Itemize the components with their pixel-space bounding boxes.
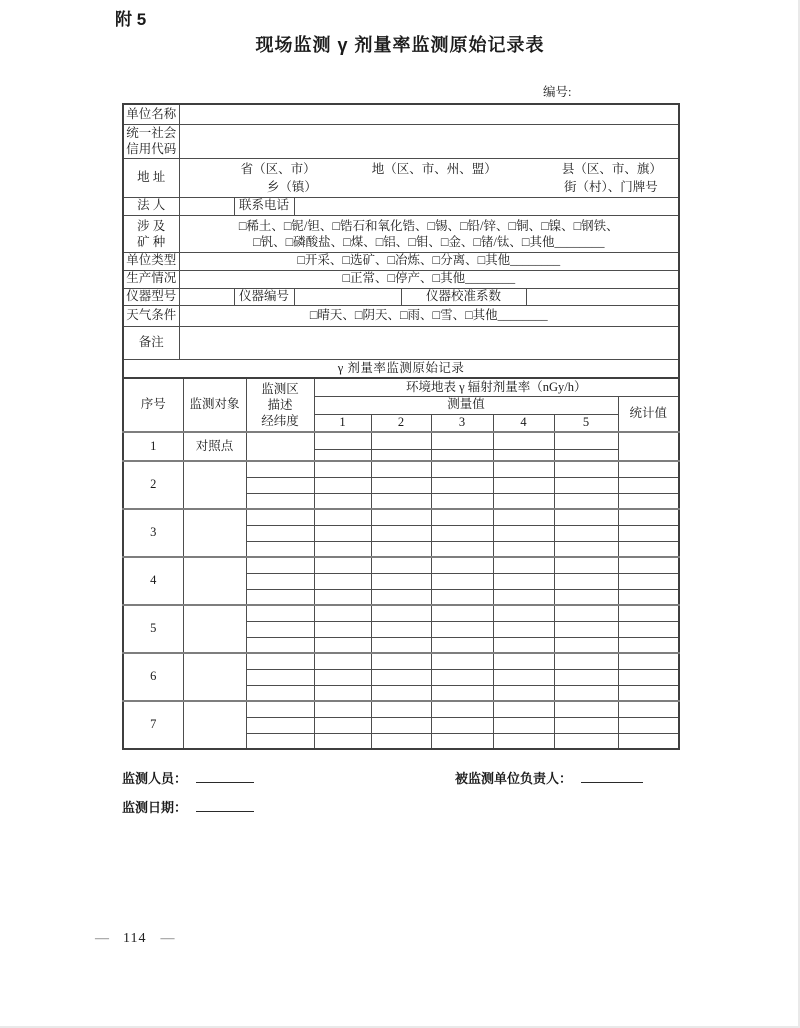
seq-cell: 4 [123,557,183,605]
minerals-options-line1: □稀土、□铌/钽、□锆石和氧化锆、□锡、□铅/锌、□铜、□镍、□钢铁、 [238,218,619,233]
measure-cell-5 [554,733,618,749]
measure-cell-2 [371,493,431,509]
area-header-line3: 经纬度 [261,414,299,428]
instrument-model-label: 仪器型号 [123,288,179,305]
minerals-label [123,215,179,252]
stat-cell [618,637,679,653]
area-header [246,378,314,432]
measure-cell-1 [314,493,371,509]
measure-cell-2 [371,605,431,621]
measure-cell-5 [554,653,618,669]
area-cell [246,509,314,525]
measure-cell-5 [554,589,618,605]
weather-options: □晴天、□阴天、□雨、□雪、□其他________ [179,305,679,326]
measure-header: 测量值 [314,396,618,414]
measure-cell-4 [493,701,554,717]
measure-cell-2 [371,509,431,525]
record-subrow [123,605,679,621]
object-cell: 对照点 [183,432,246,461]
measure-cell-5 [554,493,618,509]
measure-cell-5 [554,477,618,493]
info-table [122,103,680,379]
measure-cell-2 [371,701,431,717]
measure-cell-4 [493,685,554,701]
credit-code-label [123,124,179,158]
measure-cell-5 [554,557,618,573]
measure-cell-3 [431,493,493,509]
phone-value [294,197,679,215]
measure-cell-4 [493,573,554,589]
responsible-blank [581,768,643,783]
stat-cell [618,621,679,637]
stat-cell [618,589,679,605]
measure-cell-1 [314,525,371,541]
date-blank [196,797,254,812]
document-title: 现场监测 γ 剂量率监测原始记录表 [255,35,545,55]
measure-cell-3 [431,509,493,525]
area-cell [246,733,314,749]
measure-cell-4 [493,733,554,749]
area-cell [246,717,314,733]
measure-cell-3 [431,477,493,493]
measure-cell-2 [371,653,431,669]
measure-cell-3 [431,449,493,461]
address-value [179,158,679,197]
object-header: 监测对象 [183,378,246,432]
appendix-label: 附 5 [115,10,147,29]
stat-cell [618,669,679,685]
measure-cell-3 [431,733,493,749]
area-cell [246,605,314,621]
measure-cell-1 [314,653,371,669]
measure-cell-5 [554,669,618,685]
legal-person-label: 法 人 [123,197,179,215]
measure-cell-1 [314,701,371,717]
stat-cell [618,525,679,541]
measure-cell-4 [493,605,554,621]
measure-col-4: 4 [493,414,554,432]
measure-cell-1 [314,432,371,449]
address-province: 省（区、市） [240,161,316,176]
measure-cell-1 [314,573,371,589]
seq-cell: 6 [123,653,183,701]
measure-cell-1 [314,557,371,573]
measure-cell-2 [371,525,431,541]
measure-cell-4 [493,525,554,541]
record-subrow [123,653,679,669]
stat-cell [618,509,679,525]
measure-cell-2 [371,461,431,477]
measure-cell-4 [493,449,554,461]
measure-cell-5 [554,717,618,733]
stat-cell [618,685,679,701]
measure-cell-3 [431,605,493,621]
instrument-model-value [179,288,234,305]
measure-cell-4 [493,509,554,525]
area-cell [246,432,314,461]
measure-cell-2 [371,557,431,573]
stat-cell [618,733,679,749]
address-line2 [182,178,677,196]
record-subrow [123,509,679,525]
measure-cell-1 [314,449,371,461]
object-cell [183,653,246,701]
stat-cell [618,541,679,557]
instrument-number-value [294,288,401,305]
measure-cell-2 [371,685,431,701]
address-prefecture: 地（区、市、州、盟） [371,161,497,176]
measure-cell-3 [431,685,493,701]
unit-type-label: 单位类型 [123,252,179,270]
measure-cell-1 [314,685,371,701]
area-cell [246,573,314,589]
stat-cell [618,605,679,621]
measure-cell-4 [493,432,554,449]
credit-code-label-line2: 信用代码 [126,142,177,156]
area-header-line1: 监测区 [261,382,299,396]
measure-cell-4 [493,493,554,509]
production-options: □正常、□停产、□其他________ [179,270,679,288]
area-cell [246,541,314,557]
responsible-line [455,768,643,787]
measure-cell-3 [431,573,493,589]
area-cell [246,637,314,653]
measure-cell-3 [431,541,493,557]
area-header-line2: 描述 [267,398,293,412]
measure-cell-1 [314,717,371,733]
measure-cell-5 [554,461,618,477]
document-number-label: 编号: [543,85,572,99]
measure-cell-4 [493,589,554,605]
object-cell [183,701,246,749]
measure-cell-5 [554,432,618,449]
stat-cell [618,557,679,573]
minerals-options-line2: □钒、□磷酸盐、□煤、□铝、□钼、□金、□锗/钛、□其他________ [253,234,605,249]
measure-cell-1 [314,733,371,749]
measure-cell-1 [314,477,371,493]
object-cell [183,605,246,653]
unit-type-options: □开采、□选矿、□冶炼、□分离、□其他________ [179,252,679,270]
measure-cell-2 [371,637,431,653]
area-cell [246,493,314,509]
address-county: 县（区、市、旗） [561,161,662,176]
stat-cell [618,493,679,509]
area-cell [246,669,314,685]
surveyor-line [122,768,254,787]
dose-rate-header: 环境地表 γ 辐射剂量率（nGy/h） [314,378,679,396]
measure-cell-2 [371,432,431,449]
measure-cell-1 [314,541,371,557]
measure-cell-5 [554,685,618,701]
address-township: 乡（镇） [266,179,317,194]
stat-cell [618,653,679,669]
measure-cell-2 [371,573,431,589]
minerals-label-line2: 矿 种 [137,234,166,249]
measure-cell-1 [314,605,371,621]
area-cell [246,685,314,701]
measure-cell-4 [493,637,554,653]
measure-cell-2 [371,717,431,733]
area-cell [246,557,314,573]
measure-cell-5 [554,449,618,461]
monitor-rows [123,432,679,749]
address-line1 [182,160,677,178]
weather-label: 天气条件 [123,305,179,326]
measure-col-2: 2 [371,414,431,432]
record-subrow [123,432,679,449]
measure-cell-1 [314,589,371,605]
measure-cell-2 [371,541,431,557]
measure-cell-1 [314,461,371,477]
measure-cell-3 [431,637,493,653]
stat-header: 统计值 [618,396,679,432]
measure-cell-3 [431,557,493,573]
credit-code-label-line1: 统一社会 [126,126,177,140]
stat-cell [618,717,679,733]
stat-cell [618,701,679,717]
record-subrow [123,557,679,573]
remarks-value [179,326,679,359]
measure-col-3: 3 [431,414,493,432]
record-subrow [123,461,679,477]
remarks-label: 备注 [123,326,179,359]
date-line [122,797,254,816]
phone-label: 联系电话 [234,197,294,215]
page-number [95,931,174,947]
measure-cell-3 [431,461,493,477]
measure-cell-1 [314,621,371,637]
date-label: 监测日期： [122,800,188,815]
stat-cell [618,432,679,461]
area-cell [246,525,314,541]
seq-header: 序号 [123,378,183,432]
object-cell [183,509,246,557]
measure-cell-1 [314,509,371,525]
minerals-label-line1: 涉 及 [137,218,166,233]
legal-person-value [179,197,234,215]
seq-cell: 3 [123,509,183,557]
page-number-dash-right: — [160,931,175,946]
stat-cell [618,477,679,493]
stat-cell [618,573,679,589]
address-street: 街（村）、门牌号 [563,179,658,194]
measure-cell-2 [371,669,431,685]
measure-col-1: 1 [314,414,371,432]
record-banner: γ 剂量率监测原始记录 [123,359,679,378]
object-cell [183,461,246,509]
seq-cell: 7 [123,701,183,749]
responsible-label: 被监测单位负责人： [455,771,573,786]
measure-col-5: 5 [554,414,618,432]
surveyor-blank [196,768,254,783]
stat-cell [618,461,679,477]
measure-cell-1 [314,637,371,653]
measure-cell-4 [493,557,554,573]
measure-cell-4 [493,477,554,493]
area-cell [246,621,314,637]
page-number-dash-left: — [95,931,109,946]
measure-cell-4 [493,669,554,685]
measure-cell-3 [431,432,493,449]
measure-cell-5 [554,637,618,653]
measure-cell-3 [431,701,493,717]
measure-cell-1 [314,669,371,685]
seq-cell: 1 [123,432,183,461]
area-cell [246,589,314,605]
measure-cell-5 [554,621,618,637]
minerals-options [179,215,679,252]
measure-cell-2 [371,449,431,461]
surveyor-label: 监测人员： [122,771,188,786]
area-cell [246,701,314,717]
calibration-label: 仪器校准系数 [401,288,526,305]
seq-cell: 5 [123,605,183,653]
credit-code-value [179,124,679,158]
unit-name-value [179,104,679,124]
object-cell [183,557,246,605]
area-cell [246,477,314,493]
measure-cell-3 [431,717,493,733]
measure-cell-5 [554,525,618,541]
production-label: 生产情况 [123,270,179,288]
measure-cell-3 [431,525,493,541]
measure-cell-2 [371,589,431,605]
calibration-value [526,288,679,305]
area-cell [246,653,314,669]
area-cell [246,461,314,477]
unit-name-label: 单位名称 [123,104,179,124]
measure-cell-4 [493,717,554,733]
measure-cell-3 [431,589,493,605]
measure-cell-4 [493,653,554,669]
measure-cell-5 [554,509,618,525]
measure-cell-4 [493,541,554,557]
measure-cell-3 [431,653,493,669]
form-area [122,103,678,750]
measure-cell-5 [554,605,618,621]
measure-cell-3 [431,621,493,637]
monitor-table [122,377,680,750]
address-label: 地 址 [123,158,179,197]
measure-cell-5 [554,541,618,557]
page-number-value: 114 [123,931,147,946]
seq-cell: 2 [123,461,183,509]
measure-cell-2 [371,733,431,749]
measure-cell-4 [493,461,554,477]
measure-cell-3 [431,669,493,685]
record-subrow [123,701,679,717]
measure-cell-5 [554,573,618,589]
measure-cell-5 [554,701,618,717]
measure-cell-2 [371,477,431,493]
measure-cell-2 [371,621,431,637]
instrument-number-label: 仪器编号 [234,288,294,305]
measure-cell-4 [493,621,554,637]
